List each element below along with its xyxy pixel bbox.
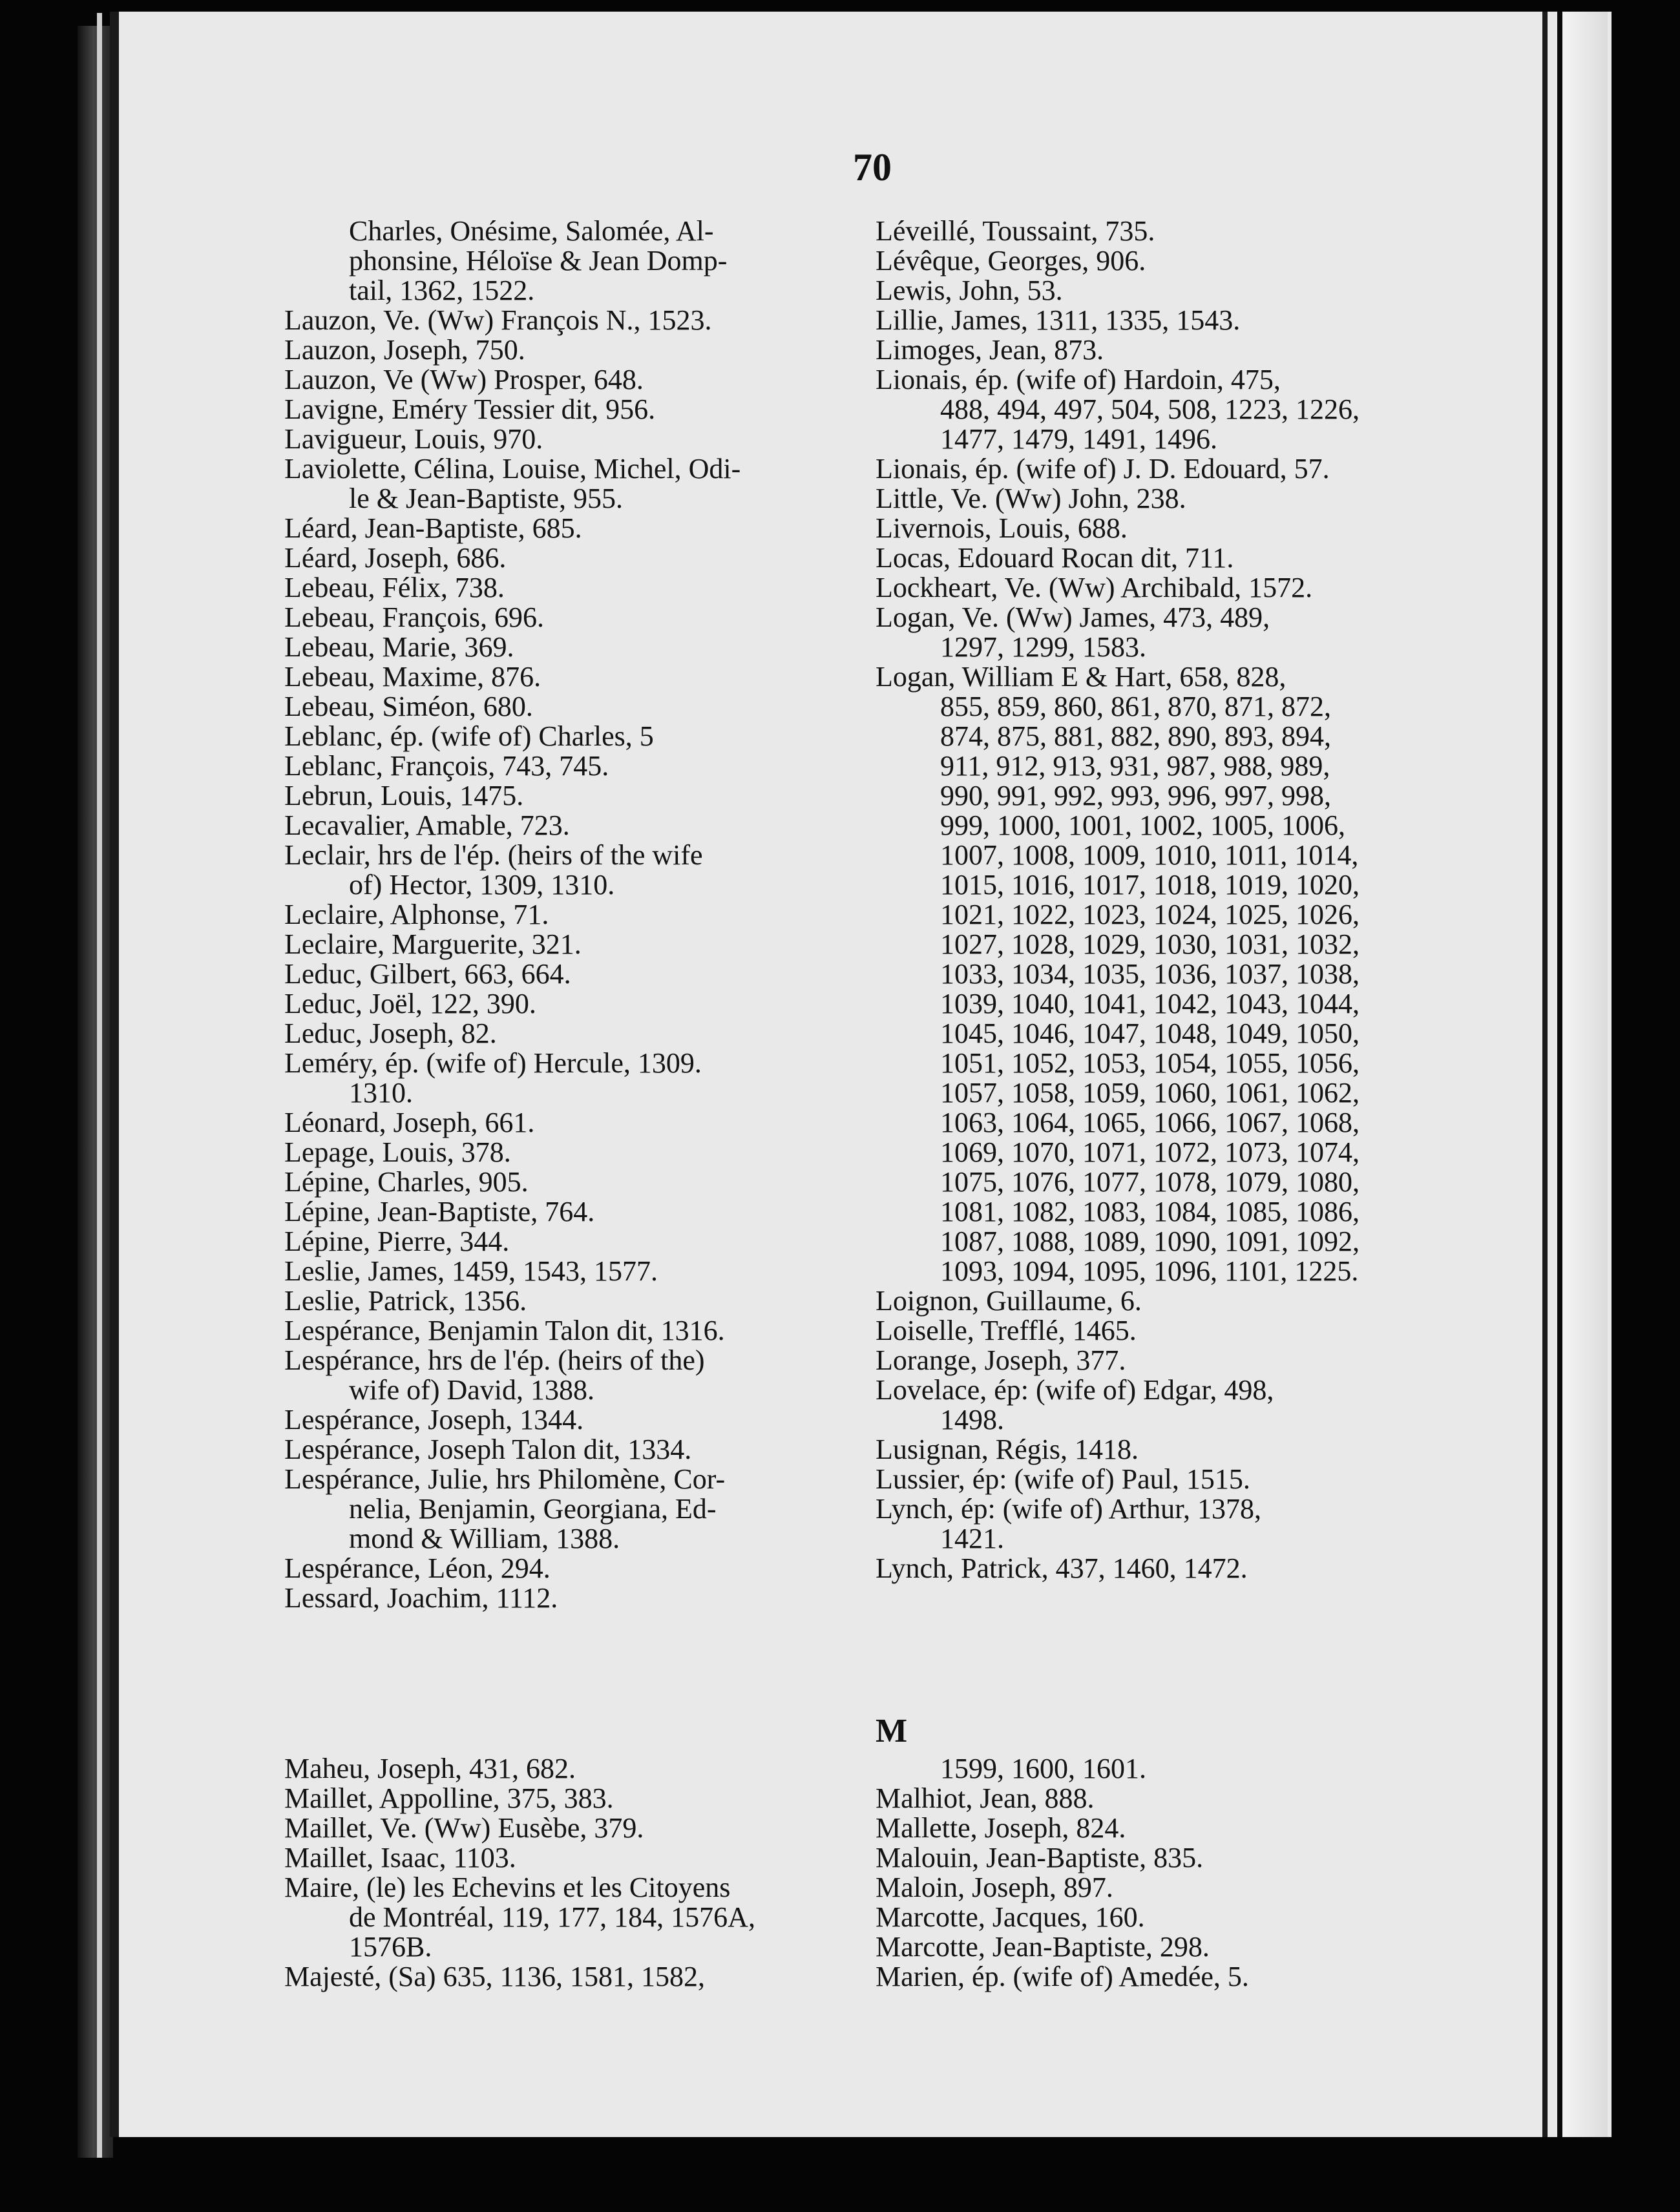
index-entry-continuation: of) Hector, 1309, 1310.: [349, 869, 615, 901]
index-entry: Lepage, Louis, 378.: [284, 1136, 511, 1168]
index-entry: Leduc, Gilbert, 663, 664.: [284, 958, 571, 990]
index-entry: Marien, ép. (wife of) Amedée, 5.: [876, 1961, 1249, 1992]
index-entry-continuation: 1310.: [349, 1077, 413, 1109]
index-entry: Livernois, Louis, 688.: [876, 512, 1128, 544]
index-entry: Limoges, Jean, 873.: [876, 334, 1104, 366]
index-entry-continuation: 1033, 1034, 1035, 1036, 1037, 1038,: [940, 958, 1360, 990]
index-entry-continuation: le & Jean-Baptiste, 955.: [349, 483, 624, 514]
index-entry-continuation: mond & William, 1388.: [349, 1523, 620, 1554]
index-entry-continuation: 1081, 1082, 1083, 1084, 1085, 1086,: [940, 1196, 1360, 1227]
index-entry-continuation: 990, 991, 992, 993, 996, 997, 998,: [940, 780, 1331, 811]
index-entry-continuation: 874, 875, 881, 882, 890, 893, 894,: [940, 720, 1331, 752]
index-entry-continuation: 1075, 1076, 1077, 1078, 1079, 1080,: [940, 1166, 1360, 1198]
index-entry: Locas, Edouard Rocan dit, 711.: [876, 542, 1234, 574]
index-entry-continuation: 1045, 1046, 1047, 1048, 1049, 1050,: [940, 1017, 1360, 1049]
index-entry: Marcotte, Jacques, 160.: [876, 1901, 1145, 1933]
index-entry-continuation: 1051, 1052, 1053, 1054, 1055, 1056,: [940, 1047, 1360, 1079]
index-entry: Leclair, hrs de l'ép. (heirs of the wife: [284, 839, 703, 871]
index-entry-continuation: 1063, 1064, 1065, 1066, 1067, 1068,: [940, 1107, 1360, 1138]
index-entry: Lespérance, Julie, hrs Philomène, Cor-: [284, 1463, 726, 1495]
index-entry: Lynch, ép: (wife of) Arthur, 1378,: [876, 1493, 1261, 1525]
index-entry-continuation: 911, 912, 913, 931, 987, 988, 989,: [940, 750, 1330, 782]
index-entry-continuation: Charles, Onésime, Salomée, Al-: [349, 215, 714, 247]
index-entry-continuation: phonsine, Héloïse & Jean Domp-: [349, 245, 728, 276]
index-entry: Lecavalier, Amable, 723.: [284, 809, 570, 841]
index-entry: Lauzon, Ve (Ww) Prosper, 648.: [284, 364, 644, 395]
index-entry: Léard, Joseph, 686.: [284, 542, 507, 574]
index-entry: Lebeau, Félix, 738.: [284, 572, 505, 603]
index-entry: Lynch, Patrick, 437, 1460, 1472.: [876, 1552, 1248, 1584]
index-entry-continuation: 1576B.: [349, 1931, 432, 1963]
index-entry-continuation: 1007, 1008, 1009, 1010, 1011, 1014,: [940, 839, 1359, 871]
book-spine-shadow: [78, 26, 113, 2158]
index-entry-continuation: 1087, 1088, 1089, 1090, 1091, 1092,: [940, 1226, 1360, 1257]
index-entry: Léard, Jean-Baptiste, 685.: [284, 512, 582, 544]
index-entry: Lépine, Charles, 905.: [284, 1166, 529, 1198]
page-fold-line: [1542, 12, 1548, 2137]
index-entry: Lillie, James, 1311, 1335, 1543.: [876, 304, 1241, 336]
index-entry: Lusignan, Régis, 1418.: [876, 1434, 1139, 1465]
next-page-edge: [1557, 12, 1608, 2137]
index-entry-continuation: 1057, 1058, 1059, 1060, 1061, 1062,: [940, 1077, 1360, 1109]
index-entry: Leslie, Patrick, 1356.: [284, 1285, 527, 1317]
index-entry-continuation: 1477, 1479, 1491, 1496.: [940, 423, 1217, 455]
index-entry: Little, Ve. (Ww) John, 238.: [876, 483, 1186, 514]
index-entry: Lebeau, Marie, 369.: [284, 631, 514, 663]
index-entry: Lionais, ép. (wife of) J. D. Edouard, 57.: [876, 453, 1330, 485]
index-entry-continuation: 1599, 1600, 1601.: [940, 1753, 1146, 1784]
index-entry-continuation: 855, 859, 860, 861, 870, 871, 872,: [940, 691, 1331, 722]
section-letter: M: [876, 1713, 908, 1749]
index-entry: Maillet, Ve. (Ww) Eusèbe, 379.: [284, 1812, 644, 1844]
page-edge: [97, 13, 102, 2158]
index-entry: Lespérance, Joseph, 1344.: [284, 1404, 584, 1435]
index-entry: Logan, Ve. (Ww) James, 473, 489,: [876, 601, 1270, 633]
index-entry: Loignon, Guillaume, 6.: [876, 1285, 1142, 1317]
index-entry: Leblanc, ép. (wife of) Charles, 5: [284, 720, 654, 752]
index-entry: Lépine, Pierre, 344.: [284, 1226, 510, 1257]
index-entry: Majesté, (Sa) 635, 1136, 1581, 1582,: [284, 1961, 705, 1992]
index-entry: Lauzon, Joseph, 750.: [284, 334, 525, 366]
index-entry-continuation: 1015, 1016, 1017, 1018, 1019, 1020,: [940, 869, 1360, 901]
index-entry: Lebeau, François, 696.: [284, 601, 544, 633]
right-index-column: [876, 216, 1457, 1583]
index-entry: Laviolette, Célina, Louise, Michel, Odi-: [284, 453, 741, 485]
index-entry-continuation: 1498.: [940, 1404, 1004, 1435]
index-entry-continuation: 1093, 1094, 1095, 1096, 1101, 1225.: [940, 1255, 1359, 1287]
left-index-column: [284, 216, 866, 1613]
index-entry: Léonard, Joseph, 661.: [284, 1107, 535, 1138]
index-entry: Leduc, Joseph, 82.: [284, 1017, 497, 1049]
index-entry-continuation: 1021, 1022, 1023, 1024, 1025, 1026,: [940, 899, 1360, 930]
index-entry: Maire, (le) les Echevins et les Citoyens: [284, 1872, 731, 1903]
index-entry: Maloin, Joseph, 897.: [876, 1872, 1113, 1903]
index-entry: Lévêque, Georges, 906.: [876, 245, 1146, 276]
index-entry: Lionais, ép. (wife of) Hardoin, 475,: [876, 364, 1281, 395]
index-entry-continuation: 1069, 1070, 1071, 1072, 1073, 1074,: [940, 1136, 1360, 1168]
index-entry: Marcotte, Jean-Baptiste, 298.: [876, 1931, 1210, 1963]
index-entry: Loiselle, Trefflé, 1465.: [876, 1315, 1137, 1346]
page-number: 70: [853, 146, 892, 189]
index-entry: Lorange, Joseph, 377.: [876, 1344, 1126, 1376]
index-entry: Maillet, Isaac, 1103.: [284, 1842, 516, 1873]
index-entry: Leblanc, François, 743, 745.: [284, 750, 609, 782]
index-entry: Lépine, Jean-Baptiste, 764.: [284, 1196, 595, 1227]
index-entry: Lewis, John, 53.: [876, 275, 1063, 306]
index-entry: Léveillé, Toussaint, 735.: [876, 215, 1155, 247]
index-entry-continuation: 999, 1000, 1001, 1002, 1005, 1006,: [940, 809, 1345, 841]
index-entry: Malouin, Jean-Baptiste, 835.: [876, 1842, 1204, 1873]
index-entry-continuation: tail, 1362, 1522.: [349, 275, 535, 306]
index-entry: Lebeau, Maxime, 876.: [284, 661, 541, 693]
index-entry: Lespérance, hrs de l'ép. (heirs of the): [284, 1344, 705, 1376]
index-entry: Leslie, James, 1459, 1543, 1577.: [284, 1255, 658, 1287]
index-entry: Lespérance, Joseph Talon dit, 1334.: [284, 1434, 692, 1465]
bottom-left-index-column: [284, 1754, 866, 1992]
index-entry-continuation: 488, 494, 497, 504, 508, 1223, 1226,: [940, 393, 1360, 425]
index-entry-continuation: wife of) David, 1388.: [349, 1374, 595, 1406]
index-entry: Mallette, Joseph, 824.: [876, 1812, 1126, 1844]
index-entry: Maillet, Appolline, 375, 383.: [284, 1782, 614, 1814]
index-entry-continuation: de Montréal, 119, 177, 184, 1576A,: [349, 1901, 755, 1933]
index-entry: Lauzon, Ve. (Ww) François N., 1523.: [284, 304, 712, 336]
index-entry-continuation: 1027, 1028, 1029, 1030, 1031, 1032,: [940, 928, 1360, 960]
index-entry: Maheu, Joseph, 431, 682.: [284, 1753, 576, 1784]
index-entry-continuation: 1297, 1299, 1583.: [940, 631, 1146, 663]
index-entry: Lespérance, Benjamin Talon dit, 1316.: [284, 1315, 725, 1346]
index-entry: Leduc, Joël, 122, 390.: [284, 988, 536, 1019]
index-entry: Lespérance, Léon, 294.: [284, 1552, 551, 1584]
bottom-right-index-column: [876, 1754, 1457, 1992]
index-entry: Logan, William E & Hart, 658, 828,: [876, 661, 1286, 693]
index-entry: Leclaire, Marguerite, 321.: [284, 928, 582, 960]
index-entry-continuation: nelia, Benjamin, Georgiana, Ed-: [349, 1493, 717, 1525]
index-entry: Lockheart, Ve. (Ww) Archibald, 1572.: [876, 572, 1313, 603]
index-entry: Lovelace, ép: (wife of) Edgar, 498,: [876, 1374, 1274, 1406]
index-entry: Lussier, ép: (wife of) Paul, 1515.: [876, 1463, 1250, 1495]
index-entry: Lessard, Joachim, 1112.: [284, 1582, 558, 1614]
index-entry: Lebeau, Siméon, 680.: [284, 691, 533, 722]
index-entry-continuation: 1039, 1040, 1041, 1042, 1043, 1044,: [940, 988, 1360, 1019]
index-entry: Lavigueur, Louis, 970.: [284, 423, 543, 455]
index-entry: Leméry, ép. (wife of) Hercule, 1309.: [284, 1047, 702, 1079]
index-entry: Lebrun, Louis, 1475.: [284, 780, 524, 811]
index-entry: Lavigne, Eméry Tessier dit, 956.: [284, 393, 656, 425]
index-entry: Leclaire, Alphonse, 71.: [284, 899, 549, 930]
index-entry-continuation: 1421.: [940, 1523, 1004, 1554]
index-entry: Malhiot, Jean, 888.: [876, 1782, 1095, 1814]
